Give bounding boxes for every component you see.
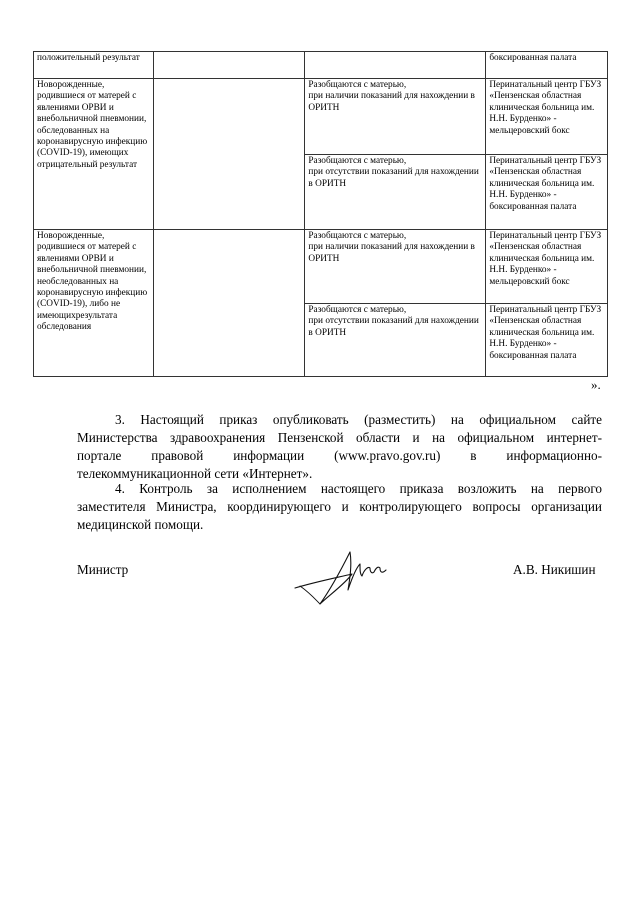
table-row [34, 230, 608, 304]
table-row [34, 79, 608, 155]
table-cell-condition: Разобщаются с матерью, при наличии показаний для нахождении в ОРИТН [305, 230, 486, 304]
paragraph-line: Министерства здравоохранения Пензенской области и на официальном интернет- [77, 430, 602, 445]
routing-table [33, 51, 608, 377]
table-cell-empty [153, 230, 305, 377]
table-cell-location: Перинатальный центр ГБУЗ «Пензенская областная клиническая больница им. Н.Н. Бурденко» - мельцеровский бокс [486, 79, 608, 155]
closing-quote: ». [591, 377, 601, 392]
paragraph-line: портале правовой информации (www.pravo.gov.ru) в информационно- [77, 448, 602, 463]
table-cell-location: Перинатальный центр ГБУЗ «Пензенская областная клиническая больница им. Н.Н. Бурденко» - мельцеровский бокс [486, 230, 608, 304]
handwritten-signature [290, 538, 400, 610]
table-cell-category: Новорожденные, родившиеся от матерей с явлениями ОРВИ и внебольничной пневмонии, необследованных на коронавирусную инфекцию (COVID-19), либо не имеющихрезультата обследования [34, 230, 154, 377]
paragraph-line: телекоммуникационной сети «Интернет». [77, 466, 313, 481]
table-cell-category: положительный результат [34, 52, 154, 79]
table-cell-location: Перинатальный центр ГБУЗ «Пензенская областная клиническая больница им. Н.Н. Бурденко» - боксированная палата [486, 304, 608, 377]
table-cell-category: Новорожденные, родившиеся от матерей с явлениями ОРВИ и внебольничной пневмонии, обследованных на коронавирусную инфекцию (COVID-19), имеющих отрицательный результат [34, 79, 154, 230]
paragraph-line: 4. Контроль за исполнением настоящего приказа возложить на первого [115, 481, 602, 496]
paragraph-line: 3. Настоящий приказ опубликовать (разместить) на официальном сайте [115, 412, 602, 427]
paragraph-3 [77, 411, 602, 483]
table-row [34, 52, 608, 79]
table-cell-condition [305, 52, 486, 79]
table-cell-condition: Разобщаются с матерью, при наличии показаний для нахождении в ОРИТН [305, 79, 486, 155]
table-cell-empty [153, 79, 305, 230]
paragraph-4 [77, 480, 602, 534]
table-cell-condition: Разобщаются с матерью, при отсутствии показаний для нахождении в ОРИТН [305, 155, 486, 230]
paragraph-line: медицинской помощи. [77, 517, 204, 532]
table-cell-location: боксированная палата [486, 52, 608, 79]
paragraph-line: заместителя Министра, координирующего и контролирующего вопросы организации [77, 499, 602, 514]
signatory-role: Министр [77, 562, 129, 577]
table-cell-location: Перинатальный центр ГБУЗ «Пензенская областная клиническая больница им. Н.Н. Бурденко» - боксированная палата [486, 155, 608, 230]
signatory-name: А.В. Никишин [513, 562, 596, 577]
table-cell-empty [153, 52, 305, 79]
table-cell-condition: Разобщаются с матерью, при отсутствии показаний для нахождении в ОРИТН [305, 304, 486, 377]
